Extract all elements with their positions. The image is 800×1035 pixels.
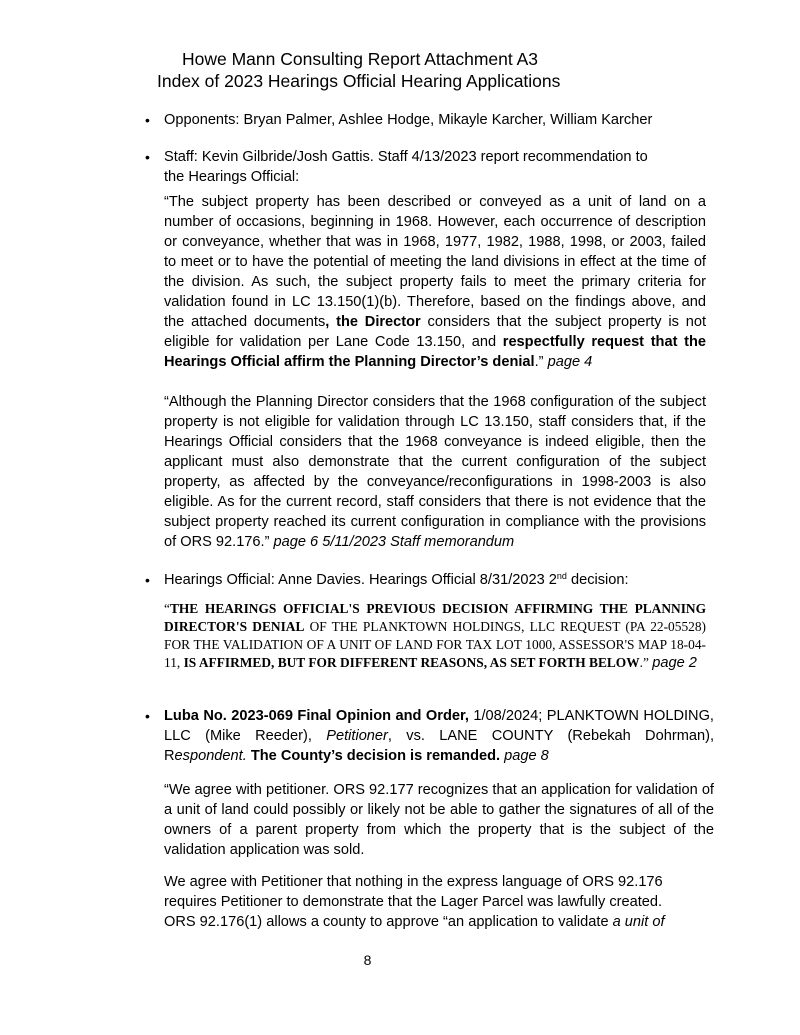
page-reference: page 2 [652, 655, 697, 671]
staff-line1: Staff: Kevin Gilbride/Josh Gattis. Staff 4/13/2023 report recommendation to [164, 149, 648, 165]
bullet: • [145, 572, 150, 588]
staff-line2: the Hearings Official: [164, 169, 300, 185]
luba-title: Luba No. 2023-069 Final Opinion and Order, [164, 708, 469, 724]
quote-line [164, 912, 724, 932]
staff-item [164, 147, 648, 187]
hearings-official-item [164, 570, 629, 590]
staff-quote-2 [164, 392, 706, 552]
quote-close: .” [639, 655, 653, 670]
luba-text: , vs. LANE COUNTY (Rebekah Dohrman), R [164, 728, 714, 764]
quote-line: requires Petitioner to demonstrate that the Lager Parcel was lawfully created. [164, 894, 663, 910]
quote-text: ORS 92.176(1) allows a county to approve “an application to validate [164, 914, 613, 930]
quote-bold: THE HEARINGS OFFICIAL'S PREVIOUS DECISION AFFIRMING THE PLANNING DIRECTOR'S DENIAL [164, 601, 706, 634]
quote-text: “Although the Planning Director considers that the 1968 configuration of the subject property is not eligible for validation through LC 13.150, staff considers that, if the Hearings Official considers that the 1968 conveyance is indeed eligible, then the applicant must also demonstrate that the current configuration of the subject property, as affected by the conveyance/reconfigurations in 1998-2003 is also eligible. As for the current record, staff considers that there is not evidence that the subject property reached its current configuration in compliance with the provisions of ORS 92.176.” [164, 394, 706, 550]
quote-text: considers that the subject property is not eligible for validation per Lane Code 13.150, and [164, 314, 706, 350]
staff-quote-1 [164, 192, 706, 372]
ordinal-suffix: nd [556, 571, 567, 581]
hearings-text: Hearings Official: Anne Davies. Hearings Official 8/31/2023 2 [164, 572, 557, 588]
quote-bold: , the Director [325, 314, 421, 330]
bullet: • [145, 708, 150, 724]
quote-text: OF THE PLANKTOWN HOLDINGS, LLC REQUEST (PA 22-05528) FOR THE VALIDATION OF A UNIT OF LAND FOR TAX LOT 1000, ASSESSOR'S MAP 18-04-11, [164, 619, 706, 670]
luba-petitioner: Petitioner [326, 728, 388, 744]
header-title-line1: Howe Mann Consulting Report Attachment A3 [182, 49, 539, 69]
hearings-quote [164, 600, 706, 672]
opponents-item: Opponents: Bryan Palmer, Ashlee Hodge, Mikayle Karcher, William Karcher [164, 112, 653, 128]
quote-open: “ [164, 601, 170, 616]
luba-quote-1: “We agree with petitioner. ORS 92.177 recognizes that an application for validation of a unit of land could possibly or likely not be able to gather the signatures of all of the owners of a parent property from which the property that is the subject of the validation application was sold. [164, 782, 714, 858]
quote-text: .” [534, 354, 548, 370]
page-reference: page 6 5/11/2023 Staff memorandum [273, 534, 515, 550]
luba-respondent: espondent. [174, 748, 247, 764]
quote-text: “The subject property has been described or conveyed as a unit of land on a number of occasions, beginning in 1968. However, each occurrence of description or conveyance, whether that was in 1968, 1977, 1982, 1988, 1998, or 2003, failed to meet or to have the potential of meeting the land divisions in effect at the time of the division. As such, the subject property fails to meet the primary criteria for validation found in LC 13.150(1)(b). Therefore, based on the findings above, and the attached documents [164, 194, 706, 330]
quote-bold: IS AFFIRMED, BUT FOR DIFFERENT REASONS, AS SET FORTH BELOW [183, 655, 640, 670]
bullet: • [145, 149, 150, 165]
quote-line: We agree with Petitioner that nothing in the express language of ORS 92.176 [164, 874, 663, 890]
report-header [140, 48, 620, 92]
page-number: 8 [363, 952, 372, 968]
quote-bold: respectfully request that the Hearings Official affirm the Planning Director’s denial [164, 334, 706, 370]
page-reference: page 4 [547, 354, 593, 370]
hearings-text: decision: [566, 572, 629, 588]
luba-text: 1/08/2024; PLANKTOWN HOLDING, LLC (Mike Reeder), [164, 708, 714, 744]
luba-quote-2 [164, 872, 724, 932]
luba-outcome: The County’s decision is remanded. [246, 748, 501, 764]
quote-italic: a unit of [612, 914, 665, 930]
luba-item [164, 706, 714, 766]
bullet: • [145, 112, 150, 128]
page-reference: page 8 [500, 748, 549, 764]
header-title-line2: Index of 2023 Hearings Official Hearing Applications [157, 71, 561, 91]
